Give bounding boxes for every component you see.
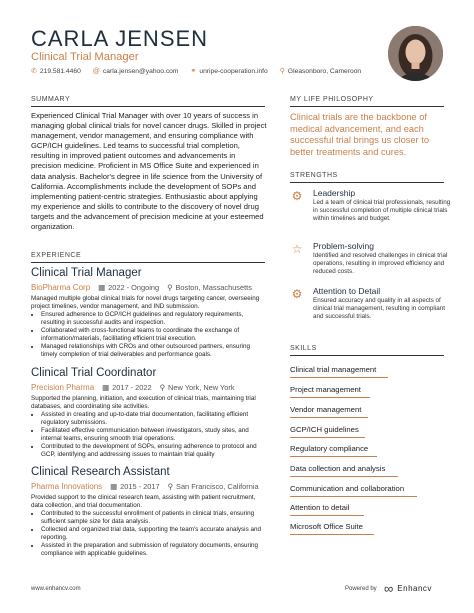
job-dates-text: 2017 - 2022 bbox=[112, 383, 152, 392]
skill-item: Attention to detail bbox=[290, 503, 350, 512]
skill-item: Vendor management bbox=[290, 405, 362, 414]
job-title: Clinical Trial Coordinator bbox=[31, 367, 157, 379]
profile-photo bbox=[388, 26, 443, 81]
job-dates-text: 2022 - Ongoing bbox=[108, 283, 160, 292]
strength-description: Led a team of clinical trial professionals, resulting in successful completion of multiple clinical trials within timelines and budget. bbox=[313, 199, 451, 222]
infinity-icon: ∞ bbox=[384, 581, 394, 596]
skill-underline bbox=[290, 496, 417, 497]
location-pin-icon: ⚲ bbox=[167, 283, 173, 292]
job-dates bbox=[110, 482, 159, 491]
experience-divider bbox=[31, 262, 265, 263]
job-meta bbox=[31, 482, 259, 491]
gear-icon: ⚙ bbox=[291, 287, 303, 301]
strength-title: Problem-solving bbox=[313, 241, 374, 251]
job-title: Clinical Trial Manager bbox=[31, 267, 142, 279]
philosophy-divider bbox=[290, 106, 444, 107]
location-pin-icon: ⚲ bbox=[279, 68, 285, 75]
skill-item: Project management bbox=[290, 385, 361, 394]
summary-divider bbox=[31, 106, 265, 107]
job-bullet: • Managed relationships with CROs and other outsourced partners, ensuring timely completion of trial deliverables and performance goals. bbox=[41, 343, 265, 359]
contact-email[interactable] bbox=[93, 68, 179, 75]
skill-underline bbox=[290, 437, 365, 438]
skill-underline bbox=[290, 476, 398, 477]
calendar-icon: ▦ bbox=[102, 383, 110, 392]
skill-item: Clinical trial management bbox=[290, 365, 377, 374]
job-title: Clinical Research Assistant bbox=[31, 466, 170, 478]
gear-icon: ⚙ bbox=[291, 189, 303, 203]
job-intro: Provided support to the clinical research team, assisting with patient recruitment, data collection, and trial documentation. bbox=[31, 494, 256, 509]
skill-item: Regulatory compliance bbox=[290, 444, 369, 453]
profile-photo-image bbox=[388, 26, 443, 81]
skill-item: GCP/ICH guidelines bbox=[290, 425, 359, 434]
skill-underline bbox=[290, 397, 370, 398]
skill-item: Data collection and analysis bbox=[290, 464, 386, 473]
job-bullet: • Collaborated with cross-functional teams to coordinate the exchange of information/materials, facilitating efficient trial execution. bbox=[41, 327, 265, 343]
job-intro: Managed multiple global clinical trials for novel drugs targeting cancer, overseeing project timelines, vendor management, and IND submission. bbox=[31, 295, 260, 310]
contact-row bbox=[31, 67, 361, 75]
job-bullet: • Contributed to the successful enrollment of patients in clinical trials, ensuring sufficient sample size for data analysis. bbox=[41, 510, 265, 526]
job-bullet: • Contributed to the development of SOPs, ensuring adherence to protocol and GCP, identifying and addressing issues to maintain trial quality bbox=[41, 443, 265, 459]
strength-title: Attention to Detail bbox=[313, 286, 381, 296]
website-text[interactable]: unripe-cooperation.info bbox=[199, 67, 268, 75]
email-text[interactable]: carla.jensen@yahoo.com bbox=[102, 67, 179, 75]
job-dates bbox=[98, 283, 159, 292]
job-bullet: • Assisted in the preparation and submission of regulatory documents, ensuring compliance with applicable guidelines. bbox=[41, 542, 265, 558]
job-dates bbox=[102, 383, 151, 392]
job-bullets bbox=[31, 510, 265, 558]
strengths-divider bbox=[290, 182, 444, 183]
job-dates-text: 2015 - 2017 bbox=[120, 482, 160, 491]
skill-underline bbox=[290, 377, 388, 378]
job-bullets bbox=[31, 311, 265, 359]
skill-underline bbox=[290, 456, 377, 457]
star-icon: ☆ bbox=[291, 242, 303, 256]
job-bullets bbox=[31, 411, 265, 459]
skills-divider bbox=[290, 355, 444, 356]
job-description bbox=[31, 494, 265, 558]
job-location-text: New York, New York bbox=[168, 383, 235, 392]
location-pin-icon: ⚲ bbox=[159, 383, 165, 392]
philosophy-quote: Clinical trials are the backbone of medical advancement, and each successful trial brings us closer to better treatments and cures. bbox=[290, 112, 429, 158]
job-location bbox=[168, 482, 259, 491]
contact-location bbox=[280, 67, 361, 75]
job-bullet: • Ensured adherence to GCP/ICH guidelines and regulatory requirements, resulting in successful audits and inspection. bbox=[41, 311, 265, 327]
location-pin-icon: ⚲ bbox=[167, 482, 174, 491]
job-location-text: San Francisco, California bbox=[176, 482, 259, 491]
contact-phone bbox=[31, 67, 81, 75]
philosophy-heading: MY LIFE PHILOSOPHY bbox=[290, 96, 374, 103]
calendar-icon: ▦ bbox=[98, 283, 106, 292]
enhancv-logo[interactable] bbox=[384, 581, 432, 596]
skill-item: Microsoft Office Suite bbox=[290, 522, 363, 531]
summary-heading: SUMMARY bbox=[31, 96, 71, 103]
skill-underline bbox=[290, 417, 368, 418]
skills-heading: SKILLS bbox=[290, 345, 317, 352]
job-bullet: • Assisted in creating and up-to-date trial documentation, facilitating efficient regulatory submissions. bbox=[41, 411, 265, 427]
experience-heading: EXPERIENCE bbox=[31, 252, 82, 259]
footer-site[interactable]: www.enhancv.com bbox=[31, 586, 81, 592]
strength-description: Ensured accuracy and quality in all aspects of clinical trial management, resulting in compliant and successful trials. bbox=[313, 297, 445, 320]
strength-title: Leadership bbox=[313, 188, 356, 198]
job-company: Pharma Innovations bbox=[31, 482, 103, 491]
phone-text: 219.581.4460 bbox=[39, 67, 81, 75]
job-meta bbox=[31, 383, 235, 392]
job-bullet: • Collected and organized trial data, supporting the team's accurate analysis and reporting. bbox=[41, 526, 265, 542]
contact-website[interactable] bbox=[190, 67, 267, 75]
calendar-icon: ▦ bbox=[110, 482, 118, 491]
job-bullet: • Facilitated effective communication between investigators, study sites, and internal teams, ensuring smooth trial operations. bbox=[41, 427, 265, 443]
skill-underline bbox=[290, 534, 374, 535]
footer-powered-by: Powered by bbox=[345, 586, 377, 592]
phone-icon: ✆ bbox=[31, 68, 37, 75]
strengths-heading: STRENGTHS bbox=[290, 172, 338, 179]
job-company: BioPharma Corp bbox=[31, 283, 91, 292]
job-location bbox=[167, 283, 252, 292]
strength-description: Identified and resolved challenges in clinical trial operations, resulting in improved efficiency and reduced costs. bbox=[313, 252, 448, 275]
job-location-text: Boston, Massachusetts bbox=[175, 283, 252, 292]
link-icon: ⚭ bbox=[190, 68, 197, 75]
candidate-title: Clinical Trial Manager bbox=[31, 51, 139, 63]
skill-underline bbox=[290, 515, 364, 516]
summary-text: Experienced Clinical Trial Manager with over 10 years of success in managing global clinical trials for novel cancer drugs. Skilled in project management, vendor management, and ensuring compliance with GCP/ICH guidelines. Led teams to successful trial completion, resulting in improved patient outcomes and advancements in precision medicine. Proficient in MS Office Suite and experienced in data analysis. Bachelor's degree in life science from the University of California. Accomplishments include the development of SOPs and implementing patient-centric strategies. Enthusiastic about applying my experience and skills to contribute to the discovery of novel drug targets and the advancement of precision medicine at your esteemed organization. bbox=[31, 111, 267, 232]
job-location bbox=[160, 383, 235, 392]
candidate-name: CARLA JENSEN bbox=[31, 26, 209, 51]
job-description bbox=[31, 395, 265, 459]
job-meta bbox=[31, 283, 252, 292]
job-intro: Supported the planning, initiation, and execution of clinical trials, maintaining trial databases, and coordinating site activities. bbox=[31, 395, 256, 410]
brand-name: Enhancv bbox=[397, 584, 432, 593]
skill-item: Communication and collaboration bbox=[290, 484, 405, 493]
at-icon: @ bbox=[92, 67, 100, 75]
location-text: Gleasonboro, Cameroon bbox=[287, 67, 362, 75]
job-company: Precision Pharma bbox=[31, 383, 95, 392]
job-description bbox=[31, 295, 265, 359]
